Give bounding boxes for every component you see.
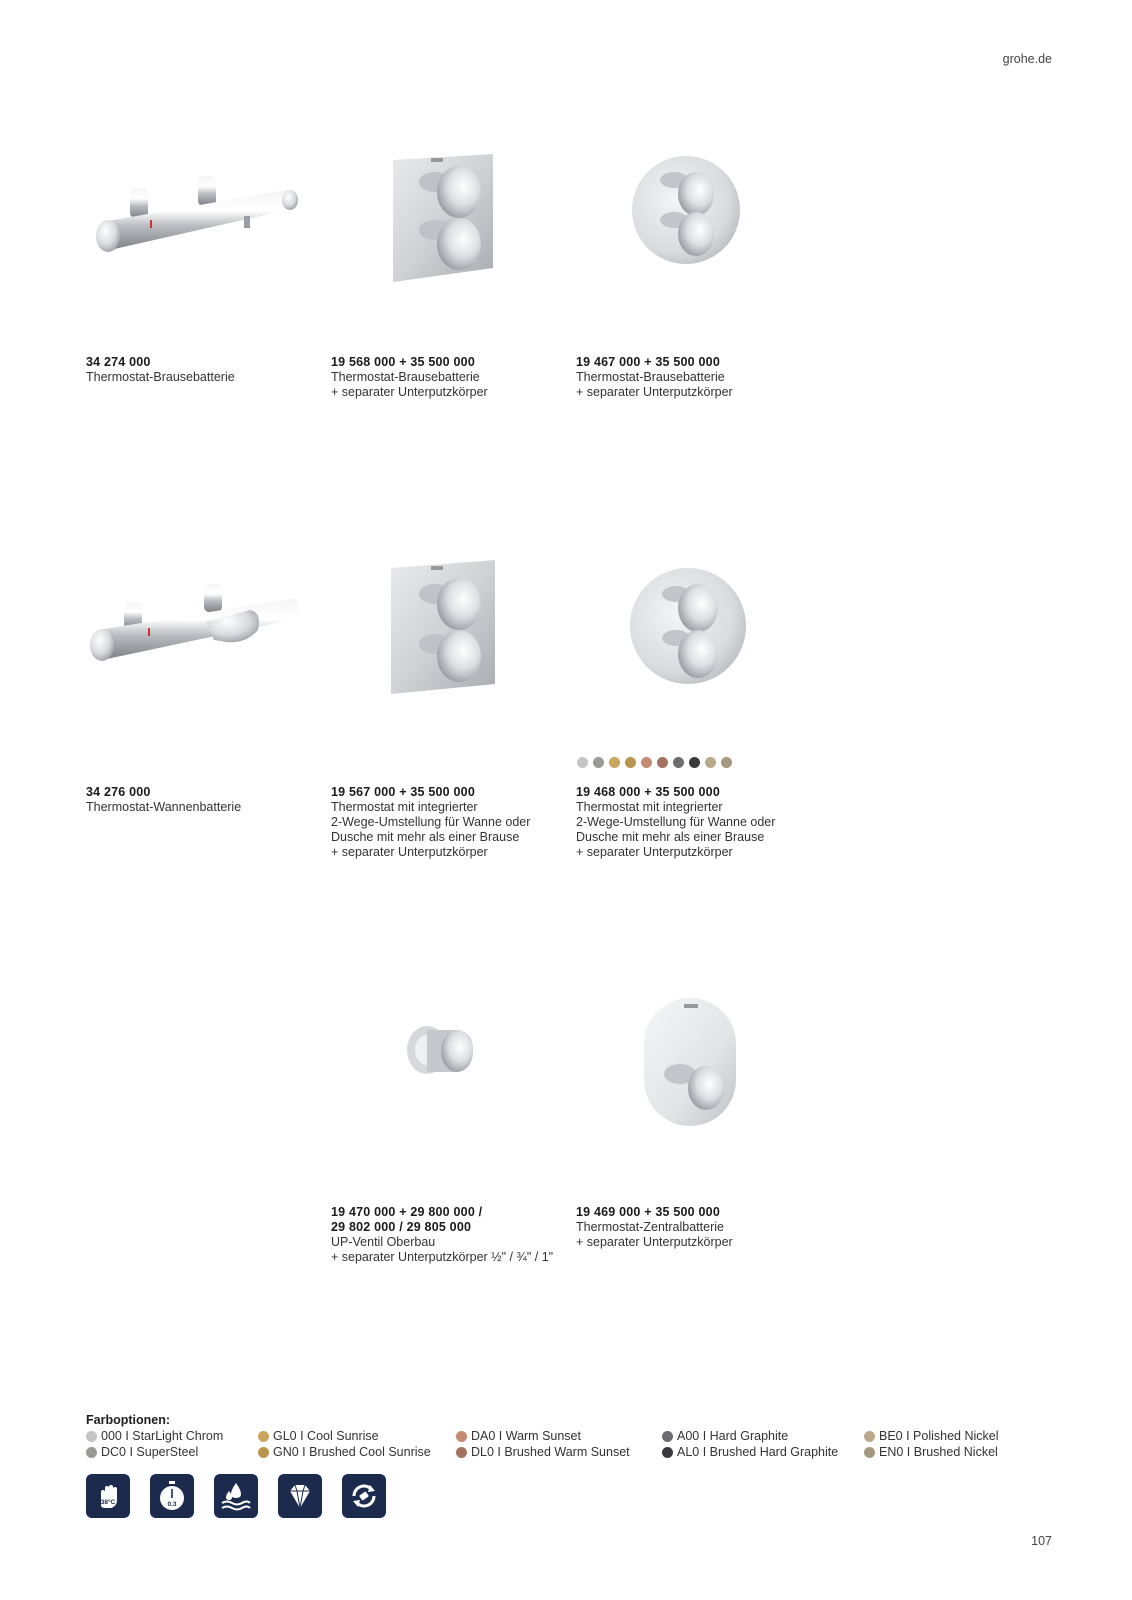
color-swatch[interactable]	[625, 757, 636, 768]
color-column	[864, 1428, 999, 1460]
color-option	[662, 1444, 838, 1460]
product-description: Dusche mit mehr als einer Brause	[331, 830, 520, 844]
color-label: AL0 I Brushed Hard Graphite	[677, 1445, 839, 1459]
product-code: 19 467 000 + 35 500 000	[576, 355, 720, 369]
product-caption	[576, 785, 816, 860]
product-description: Thermostat-Zentralbatterie	[576, 1220, 724, 1234]
color-dot	[86, 1447, 97, 1458]
color-swatch[interactable]	[593, 757, 604, 768]
product-description: Dusche mit mehr als einer Brause	[576, 830, 765, 844]
color-label: GL0 I Cool Sunrise	[273, 1429, 379, 1443]
square-thermostat-diverter-image	[331, 560, 571, 740]
product-description: Thermostat-Brausebatterie	[576, 370, 725, 384]
central-thermostat-trim-image	[576, 990, 816, 1170]
color-option	[258, 1444, 431, 1460]
color-dot	[86, 1431, 97, 1442]
color-option	[86, 1428, 223, 1444]
color-swatches	[577, 757, 732, 768]
hand-temperature-label: 38°C	[100, 1499, 116, 1506]
product-code: 29 802 000 / 29 805 000	[331, 1220, 472, 1234]
color-swatch[interactable]	[641, 757, 652, 768]
product-description: + separater Unterputzkörper ½" / ¾" / 1"	[331, 1250, 554, 1264]
product-description: + separater Unterputzkörper	[576, 845, 733, 859]
exposed-bath-thermostat-image	[86, 560, 326, 740]
color-option	[86, 1444, 223, 1460]
product-code: 19 470 000 + 29 800 000 /	[331, 1205, 483, 1219]
color-column	[86, 1428, 223, 1460]
product-description: + separater Unterputzkörper	[576, 385, 733, 399]
product-code: 34 274 000	[86, 355, 151, 369]
round-thermostat-trim-image	[576, 150, 816, 330]
color-swatch[interactable]	[705, 757, 716, 768]
product-description: Thermostat-Brausebatterie	[86, 370, 235, 384]
product-description: + separater Unterputzkörper	[331, 385, 488, 399]
site-url[interactable]: grohe.de	[1002, 52, 1052, 66]
product-description: Thermostat-Brausebatterie	[331, 370, 480, 384]
color-swatch[interactable]	[577, 757, 588, 768]
color-option	[456, 1444, 630, 1460]
color-dot	[456, 1447, 467, 1458]
color-dot	[456, 1431, 467, 1442]
product-code: 19 567 000 + 35 500 000	[331, 785, 475, 799]
color-dot	[258, 1447, 269, 1458]
color-column	[258, 1428, 431, 1460]
color-label: BE0 I Polished Nickel	[879, 1429, 999, 1443]
exposed-shower-thermostat-image	[86, 150, 326, 330]
color-dot	[662, 1447, 673, 1458]
product-description: Thermostat mit integrierter	[576, 800, 723, 814]
product-caption	[576, 355, 816, 400]
product-description: 2-Wege-Umstellung für Wanne oder	[331, 815, 531, 829]
color-option	[864, 1428, 999, 1444]
product-caption	[86, 785, 326, 815]
color-option	[456, 1428, 630, 1444]
product-code: 19 469 000 + 35 500 000	[576, 1205, 720, 1219]
square-thermostat-trim-image	[331, 150, 571, 330]
color-label: EN0 I Brushed Nickel	[879, 1445, 998, 1459]
product-description: UP-Ventil Oberbau	[331, 1235, 436, 1249]
product-code: 19 568 000 + 35 500 000	[331, 355, 475, 369]
feature-icons	[86, 1474, 386, 1518]
product-code: 34 276 000	[86, 785, 151, 799]
color-label: 000 I StarLight Chrom	[101, 1429, 224, 1443]
color-option	[258, 1428, 431, 1444]
color-label: DL0 I Brushed Warm Sunset	[471, 1445, 630, 1459]
round-thermostat-diverter-image	[576, 560, 816, 740]
concealed-valve-trim-image	[331, 990, 571, 1170]
color-dot	[258, 1431, 269, 1442]
product-description: + separater Unterputzkörper	[576, 1235, 733, 1249]
color-swatch[interactable]	[721, 757, 732, 768]
color-label: DA0 I Warm Sunset	[471, 1429, 581, 1443]
color-swatch[interactable]	[673, 757, 684, 768]
product-description: Thermostat-Wannenbatterie	[86, 800, 242, 814]
color-option	[864, 1444, 999, 1460]
page-number: 107	[1031, 1534, 1052, 1548]
color-column	[662, 1428, 838, 1460]
product-code: 19 468 000 + 35 500 000	[576, 785, 720, 799]
color-column	[456, 1428, 630, 1460]
hand-temperature-icon	[86, 1474, 130, 1518]
color-swatch[interactable]	[657, 757, 668, 768]
color-dot	[662, 1431, 673, 1442]
color-options-title: Farboptionen:	[86, 1413, 171, 1427]
product-caption	[86, 355, 326, 385]
product-description: Thermostat mit integrierter	[331, 800, 478, 814]
product-description: + separater Unterputzkörper	[331, 845, 488, 859]
color-dot	[864, 1431, 875, 1442]
product-caption	[331, 1205, 571, 1265]
product-caption	[576, 1205, 816, 1250]
stopwatch-icon	[150, 1474, 194, 1518]
color-dot	[864, 1447, 875, 1458]
product-caption	[331, 355, 571, 400]
color-label: GN0 I Brushed Cool Sunrise	[273, 1445, 431, 1459]
color-option	[662, 1428, 838, 1444]
rotation-icon	[342, 1474, 386, 1518]
product-caption	[331, 785, 571, 860]
color-label: A00 I Hard Graphite	[677, 1429, 789, 1443]
diamond-icon	[278, 1474, 322, 1518]
color-swatch[interactable]	[609, 757, 620, 768]
water-saving-icon	[214, 1474, 258, 1518]
color-label: DC0 I SuperSteel	[101, 1445, 199, 1459]
color-swatch[interactable]	[689, 757, 700, 768]
stopwatch-label: 0.3	[167, 1501, 177, 1508]
product-description: 2-Wege-Umstellung für Wanne oder	[576, 815, 776, 829]
